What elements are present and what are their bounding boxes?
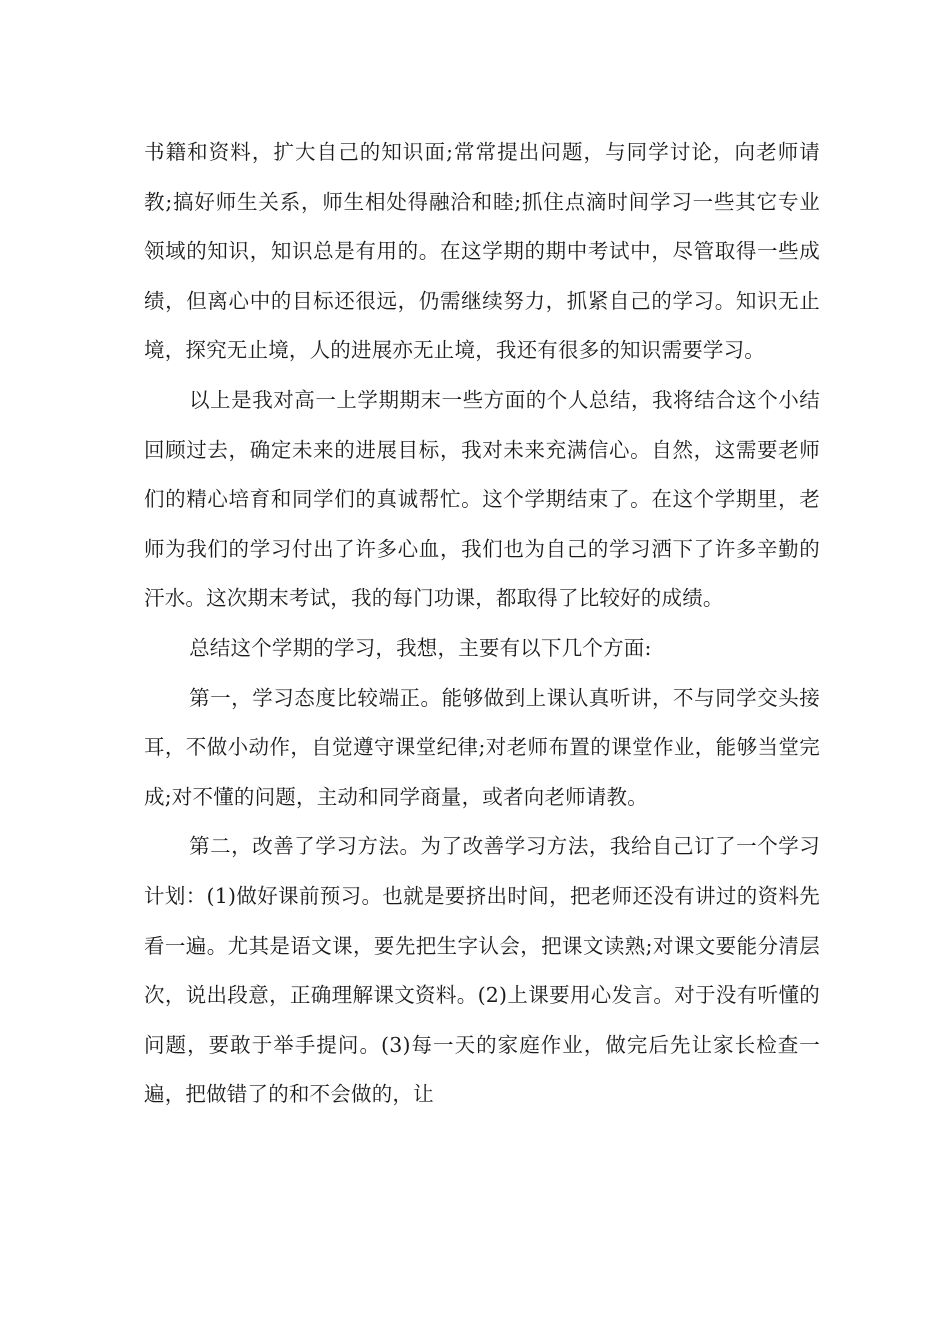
paragraph-intro-aspects: 总结这个学期的学习，我想，主要有以下几个方面: — [189, 635, 652, 660]
paragraph-second-aspect: 第二，改善了学习方法。为了改善学习方法，我给自己订了一个学习计划：(1)做好课前预习。也就是要挤出时间，把老师还没有讲过的资料先看一遍。尤其是语文课，要先把生字认会，把课文读熟;对课文要能分清层次，说出段意，正确理解课文资料。(2)上课要用心发言。对于没有听懂的问题，要敢于举手提问。(3)每一天的家庭作业，做完后先让家长检查一遍，把做错了的和不会做的，让 — [144, 834, 820, 1107]
paragraph-continuation: 书籍和资料，扩大自己的知识面;常常提出问题，与同学讨论，向老师请教;搞好师生关系，师生相处得融洽和睦;抓住点滴时间学习一些其它专业领域的知识，知识总是有用的。在这学期的期中考试中，尽管取得一些成绩，但离心中的目标还很远，仍需继续努力，抓紧自己的学习。知识无止境，探究无止境，人的进展亦无止境，我还有很多的知识需要学习。 — [144, 140, 820, 363]
paragraph-summary: 以上是我对高一上学期期末一些方面的个人总结，我将结合这个小结回顾过去，确定未来的进展目标，我对未来充满信心。自然，这需要老师们的精心培育和同学们的真诚帮忙。这个学期结束了。在这个学期里，老师为我们的学习付出了许多心血，我们也为自己的学习洒下了许多辛勤的汗水。这次期末考试，我的每门功课，都取得了比较好的成绩。 — [144, 387, 820, 611]
paragraph-first-aspect: 第一，学习态度比较端正。能够做到上课认真听讲，不与同学交头接耳，不做小动作，自觉遵守课堂纪律;对老师布置的课堂作业，能够当堂完成;对不懂的问题，主动和同学商量，或者向老师请教。 — [144, 685, 820, 809]
document-body — [144, 128, 820, 1120]
